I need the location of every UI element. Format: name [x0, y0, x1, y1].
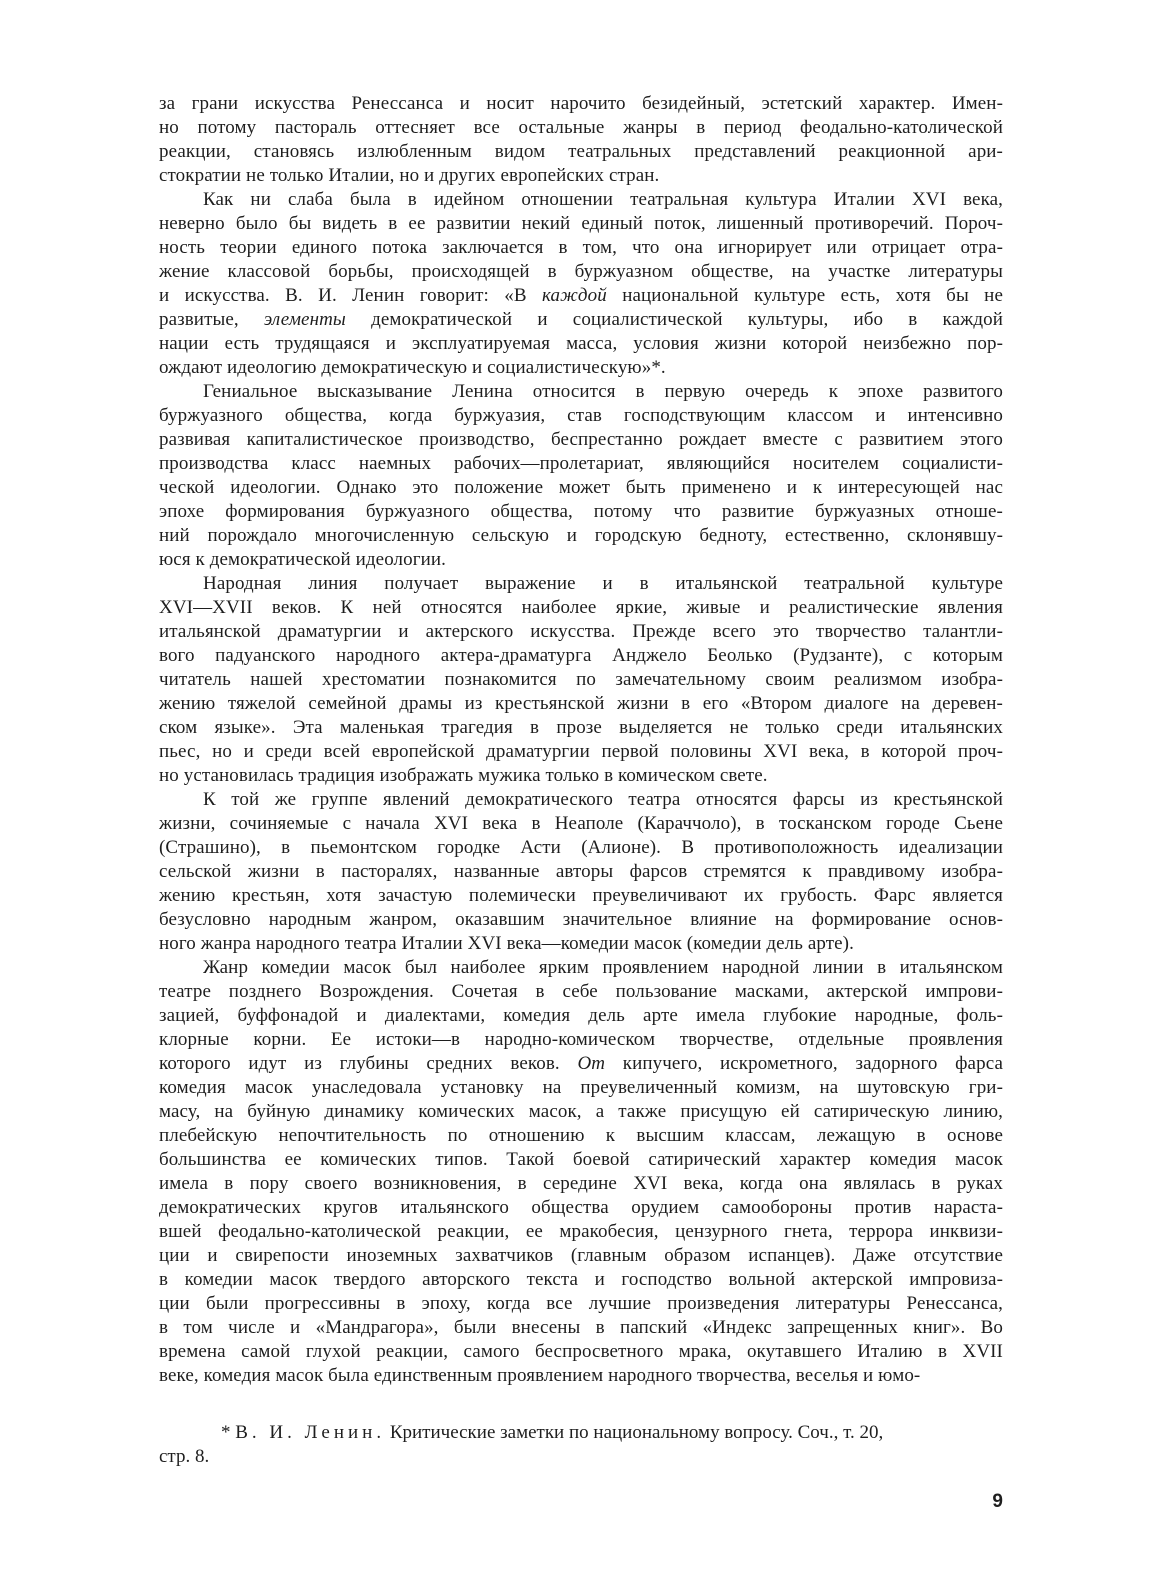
text-line: клорные корни. Ее истоки—в народно-комическом творчестве, отдельные проявления: [159, 1029, 1003, 1050]
text-line: развитые, элементы демократической и социалистической культуры, ибо в каждой: [159, 309, 1003, 330]
text-line: имела в пору своего возникновения, в середине XVI века, когда она являлась в руках: [159, 1173, 1003, 1194]
text-line: развивая капиталистическое производство, беспрестанно рождает вместе с развитием этого: [159, 429, 1003, 450]
text-line: итальянской драматургии и актерского искусства. Прежде всего это творчество талантли-: [159, 621, 1003, 642]
text-line: в комедии масок твердого авторского текста и господство вольной актерской импровиза-: [159, 1269, 1003, 1290]
text-line: производства класс наемных рабочих—пролетариат, являющийся носителем социалисти-: [159, 453, 1003, 474]
text-line: масу, на буйную динамику комических масок, а также присущую ей сатирическую линию,: [159, 1101, 1003, 1122]
text-line: зацией, буффонадой и диалектами, комедия дель арте имела глубокие народные, фоль-: [159, 1005, 1003, 1026]
text-line: театре позднего Возрождения. Сочетая в себе пользование масками, актерской импрови-: [159, 981, 1003, 1002]
text-line: веке, комедия масок была единственным проявлением народного творчества, веселья и юмо-: [159, 1365, 921, 1386]
text-line: безусловно народным жанром, оказавшим значительное влияние на формирование основ-: [159, 909, 1003, 930]
text-line: XVI—XVII веков. К ней относятся наиболее яркие, живые и реалистические явления: [159, 597, 1003, 618]
text-line: Как ни слаба была в идейном отношении театральная культура Италии XVI века,: [203, 189, 1003, 210]
text-line: и искусства. В. И. Ленин говорит: «В каждой национальной культуре есть, хотя бы не: [159, 285, 1003, 306]
text-line: реакции, становясь излюбленным видом театральных представлений реакционной ари-: [159, 141, 1003, 162]
text-line: вшей феодально-католической реакции, ее мракобесия, цензурного гнета, террора инквизи-: [159, 1221, 1003, 1242]
text-line: но потому пастораль оттесняет все остальные жанры в период феодально-католической: [159, 117, 1003, 138]
text-line: ождают идеологию демократическую и социалистическую»*.: [159, 357, 666, 378]
text-line: ции были прогрессивны в эпоху, когда все лучшие произведения литературы Ренессанса,: [159, 1293, 1003, 1314]
text-line: ного жанра народного театра Италии XVI века—комедии масок (комедии дель арте).: [159, 933, 854, 954]
paragraph: [159, 92, 1003, 188]
text-line: жению тяжелой семейной драмы из крестьянской жизни в его «Втором диалоге на деревен-: [159, 693, 1003, 714]
footnote-marker: *: [221, 1422, 231, 1443]
text-line: жение классовой борьбы, происходящей в буржуазном обществе, на участке литературы: [159, 261, 1003, 282]
footnote: [159, 1421, 1003, 1469]
text-line: Народная линия получает выражение и в итальянской театральной культуре: [203, 573, 1003, 594]
page-number: 9: [992, 1491, 1003, 1512]
footnote-line: [159, 1421, 1003, 1469]
text-line: плебейскую непочтительность по отношению к высшим классам, лежащую в основе: [159, 1125, 1003, 1146]
text-line: жизни, сочиняемые с начала XVI века в Неаполе (Караччоло), в тосканском городе Сьене: [159, 813, 1003, 834]
text-line: которого идут из глубины средних веков. От кипучего, искрометного, задорного фарса: [159, 1053, 1003, 1074]
text-line: ском языке». Эта маленькая трагедия в прозе выделяется не только среди итальянских: [159, 717, 1003, 738]
text-line: нации есть трудящаяся и эксплуатируемая масса, условия жизни которой неизбежно пор-: [159, 333, 1003, 354]
text-line: жению крестьян, хотя зачастую полемически преувеличивают их грубость. Фарс является: [159, 885, 1003, 906]
text-line: стократии не только Италии, но и других европейских стран.: [159, 165, 660, 186]
text-line: эпохе формирования буржуазного общества, потому что развитие буржуазных отноше-: [159, 501, 1003, 522]
text-line: ний порождало многочисленную сельскую и городскую бедноту, естественно, склонявшу-: [159, 525, 1003, 546]
text-line: (Страшино), в пьемонтском городке Асти (Алионе). В противоположность идеализации: [159, 837, 1003, 858]
text-line: большинства ее комических типов. Такой боевой сатирический характер комедия масок: [159, 1149, 1003, 1170]
text-line: демократических кругов итальянского общества орудием самообороны против нараста-: [159, 1197, 1003, 1218]
text-line: вого падуанского народного актера-драматурга Анджело Беолько (Рудзанте), с которым: [159, 645, 1003, 666]
text-line: в том числе и «Мандрагора», были внесены в папский «Индекс запрещенных книг». Во: [159, 1317, 1003, 1338]
paragraph: [159, 380, 1003, 572]
paragraph: [159, 956, 1003, 1388]
text-line: неверно было бы видеть в ее развитии некий единый поток, лишенный противоречий. Пороч-: [159, 213, 1003, 234]
footnote-page: стр. 8.: [159, 1446, 210, 1467]
text-line: пьес, но и среди всей европейской драматургии первой половины XVI века, в которой проч-: [159, 741, 1003, 762]
text-line: буржуазного общества, когда буржуазия, став господствующим классом и интенсивно: [159, 405, 1003, 426]
paragraph: [159, 572, 1003, 788]
text-line: юся к демократической идеологии.: [159, 549, 447, 570]
text-line: комедия масок унаследовала установку на преувеличенный комизм, на шутовскую гри-: [159, 1077, 1003, 1098]
footnote-citation: Критические заметки по национальному вопросу. Соч., т. 20,: [389, 1422, 884, 1443]
text-line: сельской жизни в пасторалях, названные авторы фарсов стремятся к правдивому изобра-: [159, 861, 1003, 882]
text-line: Жанр комедии масок был наиболее ярким проявлением народной линии в итальянском: [203, 957, 1003, 978]
paragraph: [159, 788, 1003, 956]
text-line: но установилась традиция изображать мужика только в комическом свете.: [159, 765, 768, 786]
text-line: читатель нашей хрестоматии познакомится по замечательному своим реализмом изобра-: [159, 669, 1003, 690]
text-line: времена самой глухой реакции, самого беспросветного мрака, окутавшего Италию в XVII: [159, 1341, 1003, 1362]
text-line: К той же группе явлений демократического театра относятся фарсы из крестьянской: [203, 789, 1003, 810]
main-text: [159, 92, 1003, 1388]
paragraph: [159, 188, 1003, 380]
text-line: за грани искусства Ренессанса и носит нарочито безидейный, эстетский характер. Имен-: [159, 93, 1003, 114]
text-line: ность теории единого потока заключается в том, что она игнорирует или отрицает отра-: [159, 237, 1003, 258]
text-line: ции и свирепости иноземных захватчиков (главным образом испанцев). Даже отсутствие: [159, 1245, 1003, 1266]
text-line: Гениальное высказывание Ленина относится в первую очередь к эпохе развитого: [203, 381, 1003, 402]
footnote-author: В. И. Ленин.: [235, 1422, 386, 1443]
text-line: ческой идеологии. Однако это положение может быть применено и к интересующей нас: [159, 477, 1003, 498]
